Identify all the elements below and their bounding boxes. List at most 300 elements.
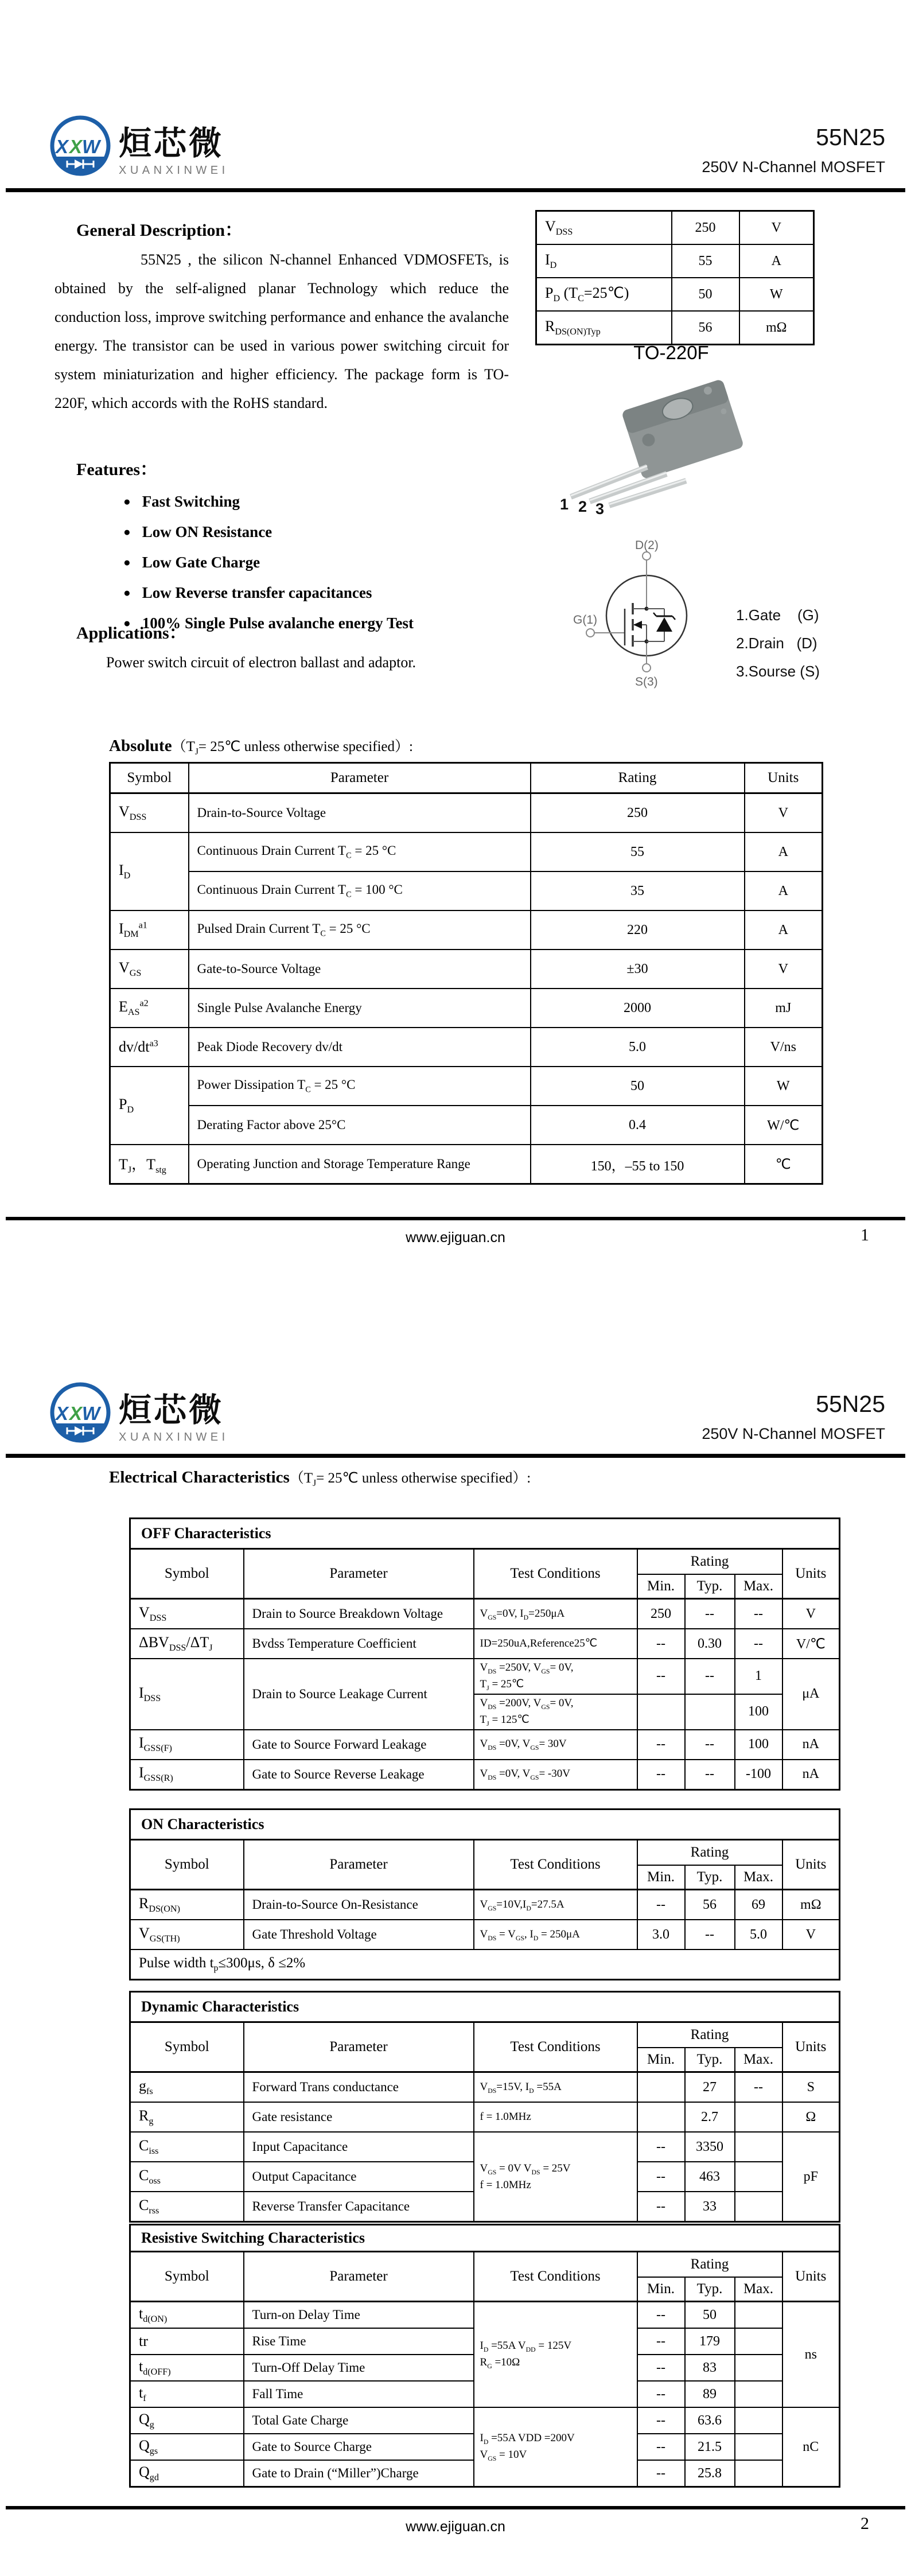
- electrical-title-conditions: （$T_J=$ 25℃ unless otherwise specified）:: [289, 1470, 531, 1488]
- table-cell: [735, 2460, 782, 2487]
- column-header: Units: [782, 2022, 840, 2072]
- svg-text:X: X: [56, 1403, 69, 1424]
- column-header: Typ.: [685, 2048, 735, 2072]
- table-cell: $C_{rss}$: [130, 2192, 244, 2222]
- pin-number: 3: [595, 500, 605, 517]
- section-title-electrical: [109, 1466, 531, 1489]
- table-cell: V/℃: [782, 1629, 840, 1659]
- table-cell: $V_{DS} =0V$, $V_{GS}= 30V$: [474, 1730, 637, 1760]
- table-row: [130, 2225, 840, 2252]
- table-cell: --: [637, 2407, 685, 2434]
- table-cell: --: [685, 1920, 735, 1949]
- table-cell: $V_{GS}$: [110, 950, 189, 989]
- table-cell: [637, 1694, 685, 1730]
- table-cell: --: [637, 2434, 685, 2460]
- table-cell: Gate resistance: [244, 2102, 474, 2132]
- table-cell: mΩ: [782, 1890, 840, 1920]
- table-note: Pulse width $t_p\le 300\mu s$, δ ≤2%: [130, 1949, 840, 1980]
- table-row: [130, 1599, 840, 1629]
- table-cell: $V_{DSS}$: [110, 793, 189, 833]
- table-title: OFF Characteristics: [130, 1519, 840, 1549]
- body-diode: [647, 609, 675, 641]
- brand-name-en: XUANXINWEI: [119, 1431, 229, 1443]
- table-cell: 63.6: [685, 2407, 735, 2434]
- features-list: [123, 487, 414, 639]
- table-cell: $V_{DSS}$: [536, 211, 672, 245]
- table-row: [110, 950, 823, 989]
- legend-line: 1.Gate (G): [736, 606, 819, 624]
- column-header: Typ.: [685, 1865, 735, 1890]
- table-cell: 55: [531, 832, 745, 871]
- table-cell: 5.0: [531, 1028, 745, 1067]
- table-cell: f = 1.0MHz: [474, 2102, 637, 2132]
- section-title-absolute: [109, 735, 413, 757]
- table-cell: ℃: [745, 1145, 823, 1184]
- pin-number: 2: [578, 498, 587, 515]
- column-header: Units: [782, 1840, 840, 1890]
- drain-label: D(2): [635, 539, 659, 552]
- table-row: [130, 2132, 840, 2162]
- table-cell: [637, 2072, 685, 2103]
- table-cell: 0.30: [685, 1629, 735, 1659]
- column-header: Typ.: [685, 2277, 735, 2302]
- table-cell: Drain-to-Source On-Resistance: [244, 1890, 474, 1920]
- page-number: 1: [861, 1225, 869, 1244]
- table-row: [130, 2072, 840, 2103]
- table-cell: $I_D$: [536, 244, 672, 278]
- table-cell: $Q_{gs}$: [130, 2434, 244, 2460]
- header-rule: [6, 188, 905, 192]
- column-header: Symbol: [130, 1549, 244, 1599]
- table-cell: 50: [531, 1067, 745, 1106]
- table-row: [110, 1106, 823, 1145]
- table-cell: $P_D$ $(T_C=25℃)$: [536, 278, 672, 311]
- applications-text: Power switch circuit of electron ballast and adaptor.: [106, 654, 416, 671]
- table-cell: $V_{GS}=10V,I_D=27.5A$: [474, 1890, 637, 1920]
- table-cell: A: [739, 244, 814, 278]
- column-header: Max.: [735, 2048, 782, 2072]
- table-cell: $C_{oss}$: [130, 2162, 244, 2192]
- table-cell: A: [745, 832, 823, 871]
- table-cell: --: [735, 1599, 782, 1629]
- legend-line: 3.Sourse (S): [736, 663, 820, 680]
- package-leads: [571, 466, 686, 505]
- feature-item: ● Low Reverse transfer capacitances: [123, 578, 414, 608]
- feature-item: ● 100% Single Pulse avalanche energy Test: [123, 608, 414, 639]
- gate-terminal: [586, 629, 594, 637]
- table-cell: --: [637, 2328, 685, 2355]
- table-cell: 150，–55 to 150: [531, 1145, 745, 1184]
- table-cell: $V_{GS}=0V$, $I_D=250\mu A$: [474, 1599, 637, 1629]
- table-row: [130, 1549, 840, 1575]
- pin-legend: [736, 601, 820, 686]
- table-cell: Gate-to-Source Voltage: [189, 950, 531, 989]
- table-cell: 2.7: [685, 2102, 735, 2132]
- column-header: Min.: [637, 2048, 685, 2072]
- table-cell: 50: [672, 278, 739, 311]
- table-row: [110, 832, 823, 871]
- table-cell: 463: [685, 2162, 735, 2192]
- table-cell: 2000: [531, 989, 745, 1028]
- table-cell: Bvdss Temperature Coefficient: [244, 1629, 474, 1659]
- table-cell: V: [745, 793, 823, 833]
- table-cell: 3350: [685, 2132, 735, 2162]
- table-cell: A: [745, 871, 823, 910]
- part-number: 55N25: [816, 1391, 885, 1417]
- table-cell: $C_{iss}$: [130, 2132, 244, 2162]
- table-cell: 83: [685, 2355, 735, 2381]
- column-header: Min.: [637, 1574, 685, 1599]
- table-cell: [735, 2102, 782, 2132]
- feature-item: ● Fast Switching: [123, 487, 414, 517]
- table-cell: $V_{DS} = V_{GS}$, $I_D = 250\mu A$: [474, 1920, 637, 1949]
- package-body: [621, 379, 745, 480]
- column-header: Parameter: [189, 763, 531, 793]
- table-cell: Gate to Drain (“Miller”)Charge: [244, 2460, 474, 2487]
- table-cell: ID=250uA,Reference25℃: [474, 1629, 637, 1659]
- table-row: [130, 1730, 840, 1760]
- table-cell: Gate Threshold Voltage: [244, 1920, 474, 1949]
- table-cell: nA: [782, 1730, 840, 1760]
- table-row: [130, 1949, 840, 1980]
- table-cell: $I_{DM}^{a1}$: [110, 910, 189, 950]
- table-cell: 179: [685, 2328, 735, 2355]
- table-row: [110, 1145, 823, 1184]
- table-cell: 50: [685, 2302, 735, 2329]
- table-row: [130, 2252, 840, 2278]
- table-cell: Derating Factor above 25°C: [189, 1106, 531, 1145]
- table-cell: V: [739, 211, 814, 245]
- table-cell: --: [685, 1659, 735, 1694]
- table-cell: μA: [782, 1659, 840, 1730]
- table-cell: $R_{DS(ON)Typ}$: [536, 311, 672, 345]
- absolute-title-conditions: （$T_J=$ 25℃ unless otherwise specified）:: [172, 739, 413, 757]
- table-row: [110, 1067, 823, 1106]
- channel-arrow: [633, 621, 642, 629]
- dynamic-characteristics-table: [129, 1991, 840, 2223]
- table-row: [110, 871, 823, 910]
- table-cell: $V_{DSS}$: [130, 1599, 244, 1629]
- table-cell: 100: [735, 1730, 782, 1760]
- table-cell: $t_{d(ON)}$: [130, 2302, 244, 2329]
- table-cell: 220: [531, 910, 745, 950]
- table-row: [536, 311, 814, 345]
- table-cell: Turn-on Delay Time: [244, 2302, 474, 2329]
- table-cell: Operating Junction and Storage Temperature Range: [189, 1145, 531, 1184]
- table-cell: $I_D =55A$ VDD =200V $V_{GS} = 10V$: [474, 2407, 637, 2487]
- table-cell: 56: [672, 311, 739, 345]
- off-characteristics-table: [129, 1517, 840, 1791]
- table-row: [130, 2407, 840, 2434]
- table-cell: Peak Diode Recovery dv/dt: [189, 1028, 531, 1067]
- table-cell: Gate to Source Reverse Leakage: [244, 1760, 474, 1790]
- table-cell: --: [637, 2355, 685, 2381]
- table-cell: W: [745, 1067, 823, 1106]
- column-header: Test Conditions: [474, 2252, 637, 2302]
- feature-item: ● Low ON Resistance: [123, 517, 414, 547]
- column-header: Rating: [637, 2252, 782, 2278]
- resistive-switching-table: [129, 2224, 840, 2488]
- table-row: [130, 2302, 840, 2329]
- table-cell: --: [685, 1599, 735, 1629]
- brand-name-cn: 烜芯微: [119, 1392, 224, 1429]
- table-cell: $V_{GS} = 0V$ $V_{DS} = 25V$ f = 1.0MHz: [474, 2132, 637, 2222]
- table-cell: $V_{GS(TH)}$: [130, 1920, 244, 1949]
- table-cell: 21.5: [685, 2434, 735, 2460]
- table-cell: [685, 1694, 735, 1730]
- table-cell: V: [745, 950, 823, 989]
- table-cell: --: [637, 2460, 685, 2487]
- column-header: Symbol: [130, 2022, 244, 2072]
- table-cell: $R_g$: [130, 2102, 244, 2132]
- table-cell: Pulsed Drain Current $T_C = 25$ °C: [189, 910, 531, 950]
- legend-line: 2.Drain (D): [736, 635, 817, 652]
- table-row: [110, 989, 823, 1028]
- table-cell: [735, 2162, 782, 2192]
- column-header: Test Conditions: [474, 1840, 637, 1890]
- table-cell: --: [685, 1730, 735, 1760]
- table-cell: V: [782, 1599, 840, 1629]
- svg-text:X: X: [69, 1403, 83, 1424]
- table-title: Resistive Switching Characteristics: [130, 2225, 840, 2252]
- table-cell: $\Delta BV_{DSS}/\Delta T_J$: [130, 1629, 244, 1659]
- table-row: [130, 1810, 840, 1840]
- footer-rule: [6, 2506, 905, 2509]
- table-cell: 25.8: [685, 2460, 735, 2487]
- section-title-features: Features：: [76, 460, 158, 479]
- section-title-applications: Applications：: [76, 624, 186, 643]
- table-row: [130, 2102, 840, 2132]
- table-cell: Drain-to-Source Voltage: [189, 793, 531, 833]
- table-cell: $I_D$: [110, 832, 189, 910]
- table-cell: --: [637, 2302, 685, 2329]
- column-header: Rating: [531, 763, 745, 793]
- column-header: Units: [782, 2252, 840, 2302]
- table-cell: 1: [735, 1659, 782, 1694]
- table-cell: $t_f$: [130, 2381, 244, 2407]
- table-cell: A: [745, 910, 823, 950]
- table-cell: $R_{DS(ON)}$: [130, 1890, 244, 1920]
- table-cell: V: [782, 1920, 840, 1949]
- table-row: [110, 1028, 823, 1067]
- column-header: Rating: [637, 1549, 782, 1575]
- table-row: [130, 1519, 840, 1549]
- brand-logo: [48, 112, 112, 182]
- part-number: 55N25: [816, 124, 885, 150]
- feature-item: ● Low Gate Charge: [123, 547, 414, 578]
- table-title: Dynamic Characteristics: [130, 1992, 840, 2022]
- table-cell: --: [735, 2072, 782, 2103]
- table-cell: [637, 2102, 685, 2132]
- table-cell: W: [739, 278, 814, 311]
- table-cell: --: [637, 1760, 685, 1790]
- table-cell: --: [735, 1629, 782, 1659]
- table-cell: [735, 2381, 782, 2407]
- section-title-general-description: General Description：: [76, 221, 243, 240]
- table-cell: --: [637, 1629, 685, 1659]
- table-cell: 0.4: [531, 1106, 745, 1145]
- table-row: [130, 1760, 840, 1790]
- table-cell: Forward Trans conductance: [244, 2072, 474, 2103]
- footer-url: www.ejiguan.cn: [406, 1229, 505, 1246]
- table-cell: $V_{DS} =0V$, $V_{GS}= -30V$: [474, 1760, 637, 1790]
- table-cell: Continuous Drain Current $T_C = 100$ °C: [189, 871, 531, 910]
- drain-terminal: [643, 552, 651, 560]
- table-row: [130, 1629, 840, 1659]
- table-row: [110, 793, 823, 833]
- table-cell: mJ: [745, 989, 823, 1028]
- table-cell: 250: [531, 793, 745, 833]
- table-cell: 250: [637, 1599, 685, 1629]
- table-cell: 33: [685, 2192, 735, 2222]
- table-row: [110, 910, 823, 950]
- table-cell: $P_D$: [110, 1067, 189, 1145]
- logo-letters: [54, 136, 102, 157]
- table-cell: $V_{DS}=15V$, $I_D =55A$: [474, 2072, 637, 2103]
- column-header: Parameter: [244, 2252, 474, 2302]
- table-cell: $E_{AS}^{a2}$: [110, 989, 189, 1028]
- general-description-text: 55N25 , the silicon N-channel Enhanced VDMOSFETs, is obtained by the self-aligned planar Technology which reduce the conduction loss, improve switching performance and enhance the avalanche energy. The transistor can be used in various power switching circuit for system miniaturization and higher efficiency. The package form is TO-220F, which accords with the RoHS standard.: [54, 251, 509, 411]
- table-cell: W/℃: [745, 1106, 823, 1145]
- column-header: Min.: [637, 1865, 685, 1890]
- table-cell: --: [637, 2192, 685, 2222]
- column-header: Symbol: [130, 1840, 244, 1890]
- table-cell: 35: [531, 871, 745, 910]
- table-cell: $V_{DS} =200V$, $V_{GS}= 0V$, $T_J$ = 125℃: [474, 1694, 637, 1730]
- table-cell: --: [637, 1730, 685, 1760]
- table-cell: 27: [685, 2072, 735, 2103]
- table-cell: 3.0: [637, 1920, 685, 1949]
- table-cell: 69: [735, 1890, 782, 1920]
- column-header: Parameter: [244, 1840, 474, 1890]
- table-cell: Drain to Source Leakage Current: [244, 1659, 474, 1730]
- table-cell: [735, 2192, 782, 2222]
- column-header: Max.: [735, 1574, 782, 1599]
- table-row: [130, 1992, 840, 2022]
- table-cell: Turn-Off Delay Time: [244, 2355, 474, 2381]
- pin-number: 1: [560, 496, 569, 513]
- table-cell: Total Gate Charge: [244, 2407, 474, 2434]
- table-cell: Ω: [782, 2102, 840, 2132]
- table-cell: $I_{GSS(R)}$: [130, 1760, 244, 1790]
- table-row: [130, 1920, 840, 1949]
- table-cell: --: [637, 1890, 685, 1920]
- column-header: Units: [782, 1549, 840, 1599]
- table-cell: --: [637, 1659, 685, 1694]
- column-header: Units: [745, 763, 823, 793]
- table-cell: [735, 2355, 782, 2381]
- table-cell: ns: [782, 2302, 840, 2408]
- product-subtitle: 250V N-Channel MOSFET: [702, 158, 885, 176]
- table-row: [536, 211, 814, 245]
- brand-name-cn: 烜芯微: [119, 125, 224, 162]
- package-image: [545, 365, 763, 523]
- column-header: Min.: [637, 2277, 685, 2302]
- source-label: S(3): [635, 675, 658, 688]
- table-cell: --: [637, 2132, 685, 2162]
- svg-text:W: W: [82, 1403, 100, 1424]
- package-name: TO-220F: [633, 342, 709, 363]
- footer-url: www.ejiguan.cn: [406, 2519, 505, 2535]
- source-terminal: [643, 664, 651, 672]
- table-row: [536, 278, 814, 311]
- table-cell: mΩ: [739, 311, 814, 345]
- column-header: Max.: [735, 2277, 782, 2302]
- table-cell: Power Dissipation $T_C = 25$ °C: [189, 1067, 531, 1106]
- table-cell: 56: [685, 1890, 735, 1920]
- gate-label: G(1): [573, 613, 597, 627]
- table-cell: V/ns: [745, 1028, 823, 1067]
- brand-name-en: XUANXINWEI: [119, 164, 229, 177]
- table-cell: $t_{d(OFF)}$: [130, 2355, 244, 2381]
- table-row: [110, 763, 823, 793]
- table-row: [130, 2022, 840, 2048]
- table-cell: Input Capacitance: [244, 2132, 474, 2162]
- table-cell: 89: [685, 2381, 735, 2407]
- table-cell: [735, 2328, 782, 2355]
- header-rule: [6, 1454, 905, 1458]
- column-header: Test Conditions: [474, 1549, 637, 1599]
- table-cell: Gate to Source Charge: [244, 2434, 474, 2460]
- table-cell: $I_D =55A$ $V_{DD} = 125V$ $R_G =10\Omega$: [474, 2302, 637, 2408]
- table-row: [130, 1659, 840, 1694]
- table-cell: [735, 2407, 782, 2434]
- table-cell: --: [685, 1760, 735, 1790]
- table-cell: S: [782, 2072, 840, 2103]
- column-header: Rating: [637, 1840, 782, 1866]
- table-cell: -100: [735, 1760, 782, 1790]
- table-row: [536, 244, 814, 278]
- table-cell: ±30: [531, 950, 745, 989]
- product-subtitle: 250V N-Channel MOSFET: [702, 1425, 885, 1442]
- column-header: Symbol: [130, 2252, 244, 2302]
- column-header: Symbol: [110, 763, 189, 793]
- table-cell: tr: [130, 2328, 244, 2355]
- table-cell: $I_{DSS}$: [130, 1659, 244, 1730]
- table-cell: $Q_{gd}$: [130, 2460, 244, 2487]
- column-header: Typ.: [685, 1574, 735, 1599]
- table-cell: Continuous Drain Current $T_C = 25$ °C: [189, 832, 531, 871]
- column-header: Max.: [735, 1865, 782, 1890]
- electrical-title: Electrical Characteristics: [109, 1468, 290, 1487]
- table-cell: [735, 2434, 782, 2460]
- table-cell: $I_{GSS(F)}$: [130, 1730, 244, 1760]
- table-cell: Single Pulse Avalanche Energy: [189, 989, 531, 1028]
- table-cell: Rise Time: [244, 2328, 474, 2355]
- table-cell: pF: [782, 2132, 840, 2222]
- column-header: Test Conditions: [474, 2022, 637, 2072]
- key-parameters-table: [535, 210, 815, 345]
- column-header: Rating: [637, 2022, 782, 2048]
- column-header: Parameter: [244, 2022, 474, 2072]
- mosfet-symbol: [571, 535, 723, 692]
- table-cell: Gate to Source Forward Leakage: [244, 1730, 474, 1760]
- table-cell: $T_J$，$T_{stg}$: [110, 1145, 189, 1184]
- svg-text:W: W: [82, 136, 100, 157]
- table-row: [130, 1840, 840, 1866]
- table-cell: 250: [672, 211, 739, 245]
- table-cell: $Q_g$: [130, 2407, 244, 2434]
- table-cell: Fall Time: [244, 2381, 474, 2407]
- table-cell: 5.0: [735, 1920, 782, 1949]
- svg-text:X: X: [69, 136, 83, 157]
- table-cell: $V_{DS} =250V$, $V_{GS}= 0V$, $T_J$ = 25℃: [474, 1659, 637, 1694]
- table-cell: Output Capacitance: [244, 2162, 474, 2192]
- footer-rule: [6, 1217, 905, 1220]
- table-cell: 100: [735, 1694, 782, 1730]
- table-cell: Drain to Source Breakdown Voltage: [244, 1599, 474, 1629]
- table-row: [130, 1890, 840, 1920]
